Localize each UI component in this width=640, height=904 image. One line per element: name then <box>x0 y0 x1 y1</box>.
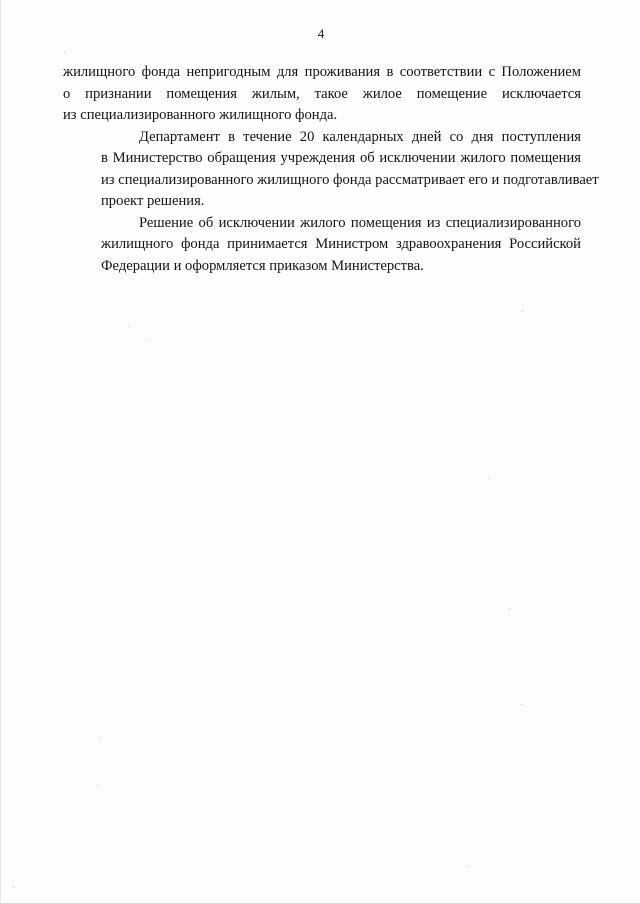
scan-speck <box>13 887 14 888</box>
paragraph-line: о признании помещения жилым, такое жилое помещение исключается <box>63 85 581 102</box>
paragraph-line: из специализированного жилищного фонда рассматривает его и подготавливает <box>101 171 599 188</box>
paragraph-3 <box>63 213 581 278</box>
scan-speck <box>509 608 510 609</box>
paragraph-line: Федерации и оформляется приказом Министерства. <box>101 257 424 274</box>
scan-speck <box>521 704 522 705</box>
paragraph-line: жилищного фонда непригодным для проживания в соответствии с Положением <box>63 64 581 80</box>
scan-speck <box>522 311 523 312</box>
scan-speck <box>98 785 99 786</box>
scan-speck <box>129 326 130 327</box>
document-body <box>63 62 599 277</box>
scan-speck <box>64 52 65 53</box>
scan-speck <box>489 478 490 479</box>
paragraph-line: жилищного фонда принимается Министром здравоохранения Российской <box>101 236 581 252</box>
page-number: 4 <box>317 26 325 41</box>
paragraph-line: Решение об исключении жилого помещения из специализированного <box>139 214 581 231</box>
paragraph-1 <box>63 62 581 127</box>
paragraph-line: из специализированного жилищного фонда. <box>63 107 338 123</box>
scan-speck <box>149 340 150 341</box>
paragraph-line: проект решения. <box>101 193 205 209</box>
scan-speck <box>100 737 101 738</box>
scan-speck <box>467 866 468 867</box>
paragraph-line: в Министерство обращения учреждения об исключении жилого помещения <box>101 150 581 166</box>
paragraph-2 <box>63 127 599 213</box>
paragraph-line: Департамент в течение 20 календарных дней со дня поступления <box>139 128 581 145</box>
